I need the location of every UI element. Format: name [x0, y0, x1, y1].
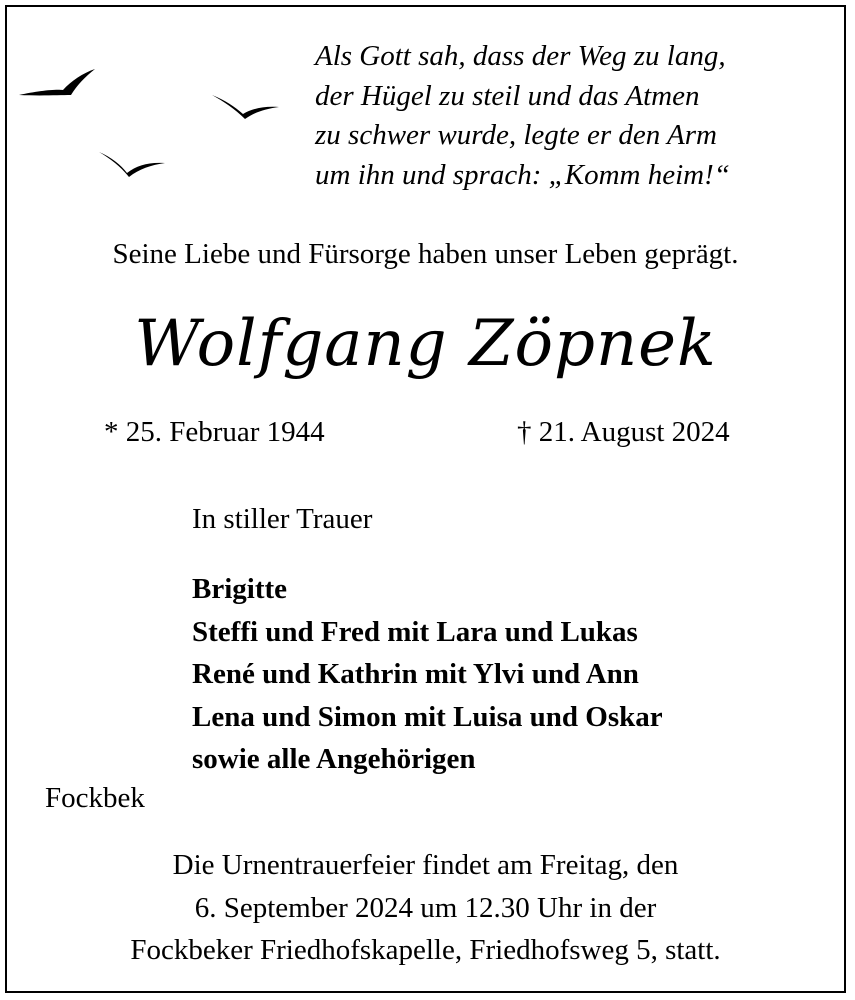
obituary-frame [5, 5, 846, 993]
service-line: Fockbeker Friedhofskapelle, Friedhofsweg 5, statt. [130, 934, 721, 966]
mourner-line: sowie alle Angehörigen [192, 743, 476, 775]
poem-line: um ihn und sprach: „Komm heim!“ [315, 158, 730, 191]
service-line: Die Urnentrauerfeier findet am Freitag, den [172, 849, 679, 881]
poem-line: Als Gott sah, dass der Weg zu lang, [315, 40, 726, 72]
service-info [7, 844, 844, 972]
flying-birds-icon [7, 7, 307, 227]
death-date: † 21. August 2024 [517, 416, 730, 448]
bird-icon [212, 95, 279, 119]
poem-line: der Hügel zu steil und das Atmen [315, 79, 700, 112]
mourner-line: René und Kathrin mit Ylvi und Ann [192, 658, 639, 690]
mourners-list [192, 568, 663, 781]
bird-icon [99, 152, 165, 177]
tagline: Seine Liebe und Fürsorge haben unser Leben geprägt. [112, 238, 739, 270]
mourner-line: Lena und Simon mit Luisa und Oskar [192, 700, 663, 733]
birth-date: * 25. Februar 1944 [104, 416, 325, 448]
mourner-line: Brigitte [192, 573, 288, 605]
mourner-line: Steffi und Fred mit Lara und Lukas [192, 615, 638, 648]
service-line: 6. September 2024 um 12.30 Uhr in der [194, 891, 657, 924]
deceased-name: Wolfgang Zöpnek [134, 307, 717, 381]
poem [315, 37, 835, 195]
mourning-intro: In stiller Trauer [192, 503, 373, 535]
poem-line: zu schwer wurde, legte er den Arm [315, 119, 717, 151]
bird-icon [19, 69, 95, 95]
place: Fockbek [45, 782, 145, 814]
